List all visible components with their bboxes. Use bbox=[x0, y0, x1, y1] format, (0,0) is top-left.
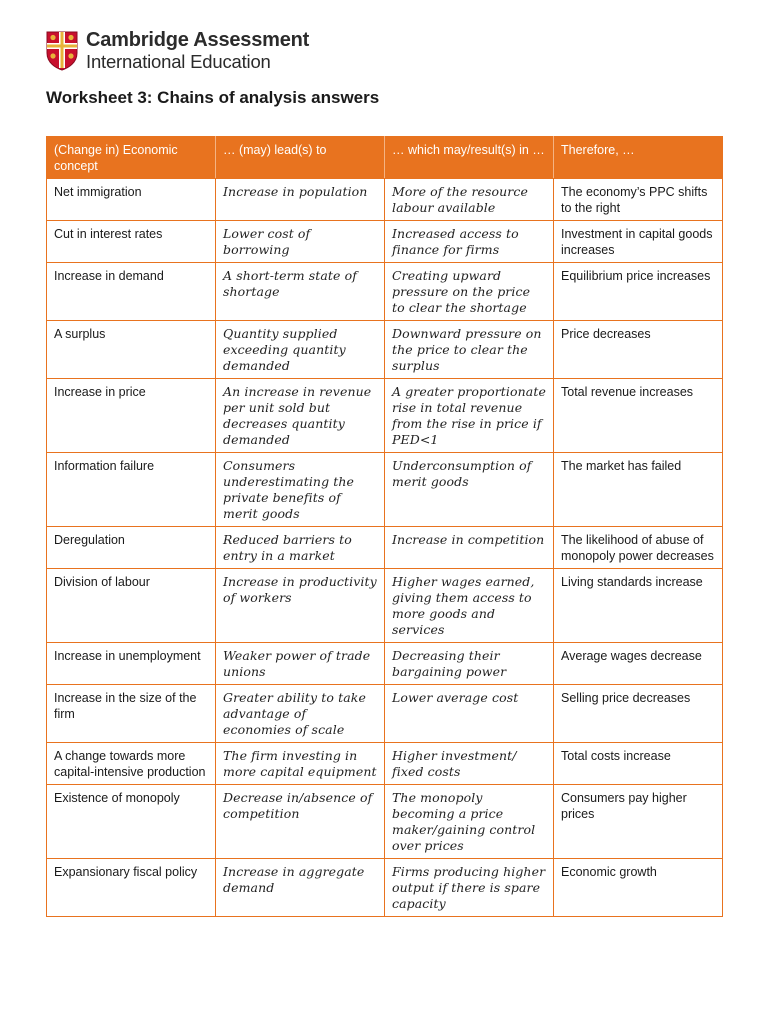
header-economic-concept: (Change in) Economic concept bbox=[47, 137, 216, 179]
table-row bbox=[47, 743, 723, 785]
concept-cell: Deregulation bbox=[47, 527, 216, 569]
therefore-cell: The economy’s PPC shifts to the right bbox=[554, 179, 723, 221]
table-row bbox=[47, 643, 723, 685]
therefore-cell: Selling price decreases bbox=[554, 685, 723, 743]
results-in-cell: The monopoly becoming a price maker/gaining control over prices bbox=[385, 785, 554, 859]
results-in-cell: Higher wages earned, giving them access to more goods and services bbox=[385, 569, 554, 643]
leads-to-cell: Consumers underestimating the private benefits of merit goods bbox=[216, 453, 385, 527]
therefore-cell: Investment in capital goods increases bbox=[554, 221, 723, 263]
results-in-cell: Firms producing higher output if there is spare capacity bbox=[385, 859, 554, 917]
page-header bbox=[46, 30, 309, 72]
concept-cell: Increase in demand bbox=[47, 263, 216, 321]
concept-cell: Cut in interest rates bbox=[47, 221, 216, 263]
leads-to-cell: A short-term state of shortage bbox=[216, 263, 385, 321]
results-in-cell: More of the resource labour available bbox=[385, 179, 554, 221]
concept-cell: Information failure bbox=[47, 453, 216, 527]
concept-cell: Division of labour bbox=[47, 569, 216, 643]
leads-to-cell: Quantity supplied exceeding quantity demanded bbox=[216, 321, 385, 379]
leads-to-cell: The firm investing in more capital equipment bbox=[216, 743, 385, 785]
concept-cell: Increase in price bbox=[47, 379, 216, 453]
leads-to-cell: Greater ability to take advantage of economies of scale bbox=[216, 685, 385, 743]
table-row bbox=[47, 569, 723, 643]
table-row bbox=[47, 263, 723, 321]
brand-line-1: Cambridge Assessment bbox=[86, 29, 310, 51]
header-leads-to: … (may) lead(s) to bbox=[216, 137, 385, 179]
brand-wordmark bbox=[86, 30, 309, 72]
therefore-cell: The market has failed bbox=[554, 453, 723, 527]
concept-cell: Expansionary fiscal policy bbox=[47, 859, 216, 917]
results-in-cell: Increased access to finance for firms bbox=[385, 221, 554, 263]
leads-to-cell: Decrease in/absence of competition bbox=[216, 785, 385, 859]
concept-cell: Existence of monopoly bbox=[47, 785, 216, 859]
page-title: Worksheet 3: Chains of analysis answers bbox=[46, 88, 380, 107]
concept-cell: A surplus bbox=[47, 321, 216, 379]
table-row bbox=[47, 321, 723, 379]
therefore-cell: Price decreases bbox=[554, 321, 723, 379]
table-row bbox=[47, 527, 723, 569]
brand-line-2: International Education bbox=[86, 51, 271, 72]
header-results-in: … which may/result(s) in … bbox=[385, 137, 554, 179]
concept-cell: A change towards more capital-intensive production bbox=[47, 743, 216, 785]
results-in-cell: Decreasing their bargaining power bbox=[385, 643, 554, 685]
table-row bbox=[47, 685, 723, 743]
therefore-cell: Total costs increase bbox=[554, 743, 723, 785]
therefore-cell: Average wages decrease bbox=[554, 643, 723, 685]
table-row bbox=[47, 221, 723, 263]
therefore-cell: Economic growth bbox=[554, 859, 723, 917]
results-in-cell: Lower average cost bbox=[385, 685, 554, 743]
therefore-cell: Living standards increase bbox=[554, 569, 723, 643]
results-in-cell: Creating upward pressure on the price to clear the shortage bbox=[385, 263, 554, 321]
cambridge-crest-icon bbox=[46, 31, 78, 71]
concept-cell: Increase in unemployment bbox=[47, 643, 216, 685]
leads-to-cell: Weaker power of trade unions bbox=[216, 643, 385, 685]
results-in-cell: Downward pressure on the price to clear the surplus bbox=[385, 321, 554, 379]
leads-to-cell: Increase in aggregate demand bbox=[216, 859, 385, 917]
table-row bbox=[47, 785, 723, 859]
therefore-cell: Consumers pay higher prices bbox=[554, 785, 723, 859]
results-in-cell: Higher investment/ fixed costs bbox=[385, 743, 554, 785]
leads-to-cell: Lower cost of borrowing bbox=[216, 221, 385, 263]
results-in-cell: A greater proportionate rise in total revenue from the rise in price if PED<1 bbox=[385, 379, 554, 453]
concept-cell: Net immigration bbox=[47, 179, 216, 221]
header-therefore: Therefore, … bbox=[554, 137, 723, 179]
leads-to-cell: Reduced barriers to entry in a market bbox=[216, 527, 385, 569]
results-in-cell: Underconsumption of merit goods bbox=[385, 453, 554, 527]
chains-of-analysis-table bbox=[46, 136, 723, 917]
concept-cell: Increase in the size of the firm bbox=[47, 685, 216, 743]
table-row bbox=[47, 179, 723, 221]
leads-to-cell: Increase in productivity of workers bbox=[216, 569, 385, 643]
therefore-cell: Total revenue increases bbox=[554, 379, 723, 453]
therefore-cell: The likelihood of abuse of monopoly power decreases bbox=[554, 527, 723, 569]
leads-to-cell: An increase in revenue per unit sold but decreases quantity demanded bbox=[216, 379, 385, 453]
results-in-cell: Increase in competition bbox=[385, 527, 554, 569]
table-row bbox=[47, 453, 723, 527]
table-header-row bbox=[47, 137, 723, 179]
table-row bbox=[47, 379, 723, 453]
therefore-cell: Equilibrium price increases bbox=[554, 263, 723, 321]
table-row bbox=[47, 859, 723, 917]
leads-to-cell: Increase in population bbox=[216, 179, 385, 221]
